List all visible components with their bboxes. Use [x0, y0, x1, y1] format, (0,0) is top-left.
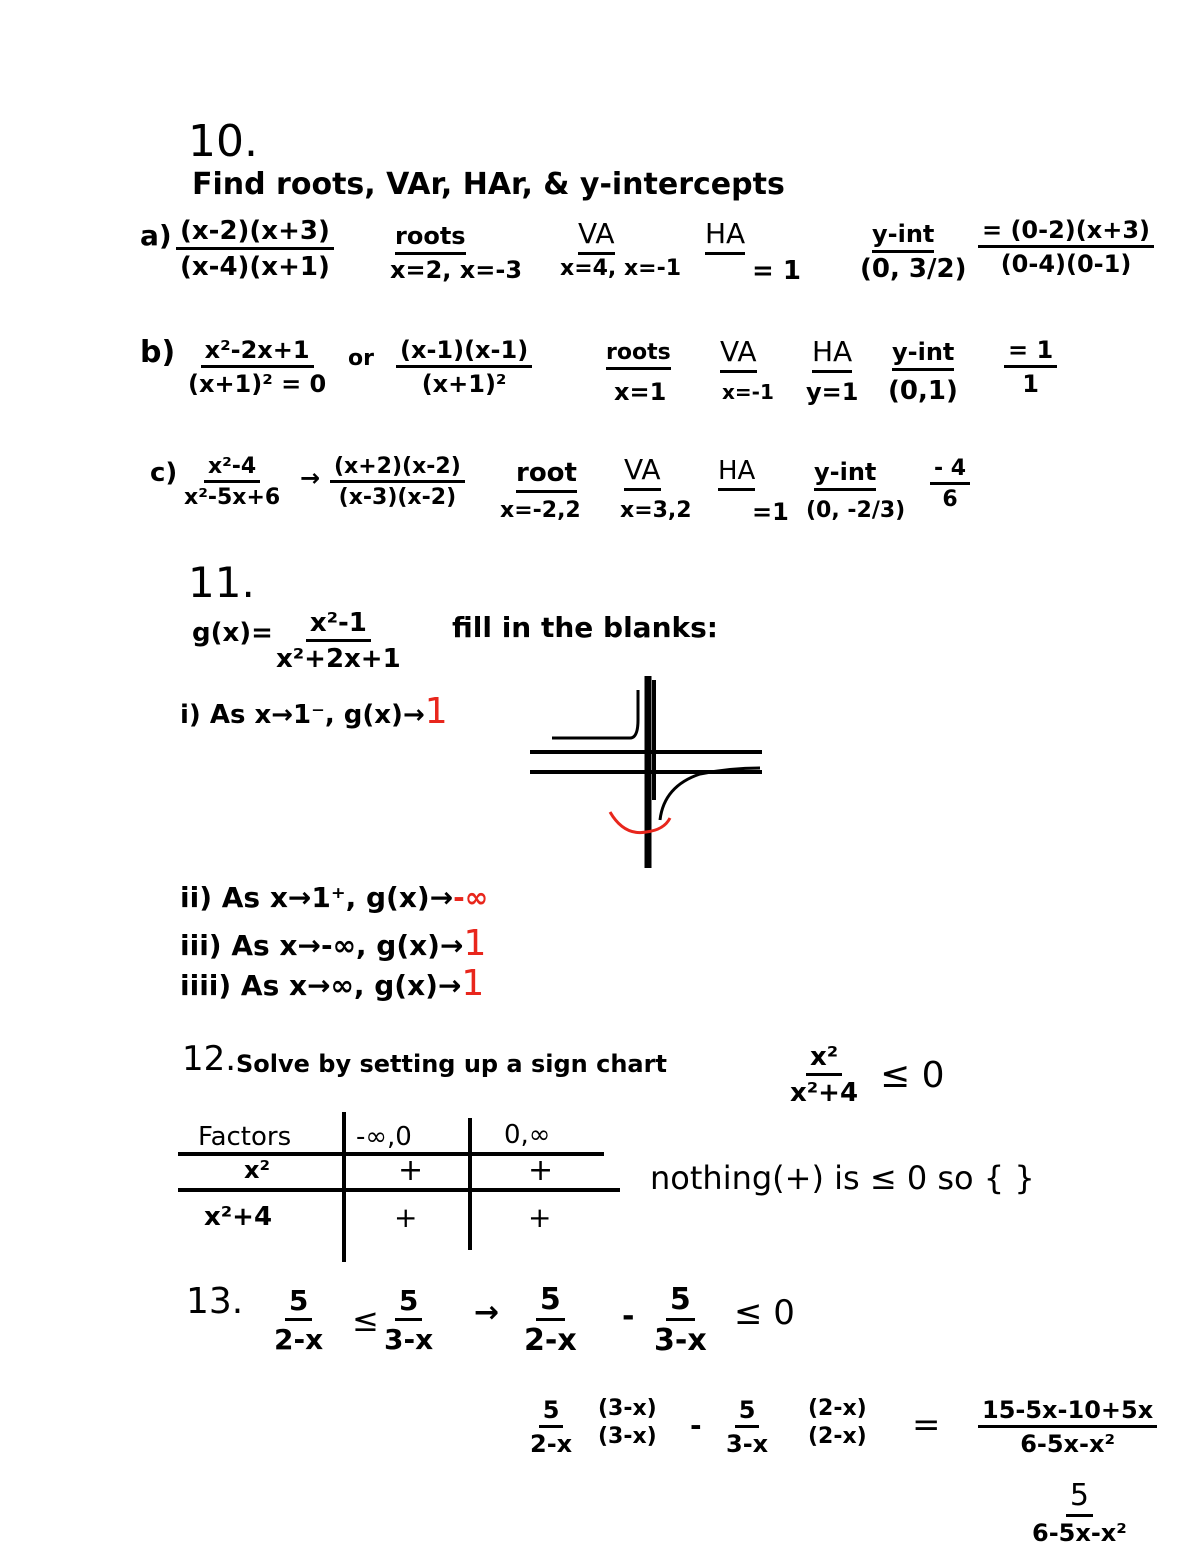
p11-part-i-answer: 1 — [424, 691, 448, 732]
p13-fraction-4 — [650, 1282, 711, 1358]
problem-13-number: 13. — [186, 1281, 244, 1322]
p11-g-denominator: x²+2x+1 — [276, 644, 401, 674]
p10b-roots-value: x=1 — [614, 378, 667, 406]
p13-fraction-3 — [520, 1282, 581, 1358]
p10a-roots-value: x=2, x=-3 — [390, 256, 523, 284]
p11-part-i-text: i) As x→1⁻, g(x)→ — [180, 700, 425, 730]
p10c-arrow: → — [300, 464, 321, 492]
p13-f1-numerator: 5 — [285, 1284, 312, 1321]
p10b-ha-value: y=1 — [806, 378, 859, 406]
p13-f3-denominator: 2-x — [524, 1323, 577, 1358]
p13-result-fraction — [978, 1396, 1157, 1458]
p13-rhs: ≤ 0 — [734, 1293, 795, 1333]
p13-f2-denominator: 3-x — [384, 1323, 434, 1356]
sign-chart-row1-factor: x² — [244, 1156, 270, 1184]
p10c-yint-value: (0, -2/3) — [806, 498, 906, 523]
p10b-yint-value: (0,1) — [888, 376, 958, 406]
p13-fraction-1 — [270, 1284, 327, 1356]
p13-arrow: → — [474, 1295, 500, 1330]
p13-final-denominator: 6-5x-x² — [1032, 1519, 1127, 1547]
sign-chart-row2-sign1: + — [394, 1201, 418, 1234]
p10c-yint-numerator: - 4 — [930, 456, 970, 485]
p11-part-ii-text: ii) As x→1⁺, g(x)→ — [180, 881, 454, 914]
p11-part-iiii-answer: 1 — [461, 963, 485, 1004]
p13-s1-numerator: 5 — [539, 1396, 564, 1428]
p13-f4-denominator: 3-x — [654, 1323, 707, 1358]
problem-11-number: 11. — [188, 558, 255, 607]
p10c-alt-numerator: (x+2)(x-2) — [330, 454, 465, 483]
p10c-roots-value: x=-2,2 — [500, 498, 581, 523]
p10c-yint-denominator: 6 — [942, 487, 958, 512]
p13-step-multiplier-1 — [594, 1396, 661, 1449]
p12-ineq-rhs: ≤ 0 — [880, 1055, 945, 1096]
p10c-label: c) — [150, 458, 178, 488]
p10b-alt-denominator: (x+1)² — [421, 370, 507, 398]
p11-instruction: fill in the blanks: — [452, 611, 718, 644]
p13-result-numerator: 15-5x-10+5x — [978, 1396, 1157, 1428]
p10c-ha-value: =1 — [752, 498, 789, 526]
sign-chart-header-interval-1: -∞,0 — [356, 1122, 412, 1152]
p10b-numerator: x²-2x+1 — [201, 336, 314, 368]
p13-step-minus: - — [690, 1409, 702, 1442]
p11-part-iii-answer: 1 — [463, 923, 487, 964]
p10c-va-value: x=3,2 — [620, 498, 692, 523]
p10b-yint-numerator: = 1 — [1004, 336, 1057, 368]
p10c-va-heading: VA — [624, 456, 661, 484]
p13-minus: - — [622, 1299, 635, 1334]
problem-10-prompt: Find roots, VAr, HAr, & y-intercepts — [192, 167, 785, 202]
p10b-denominator: (x+1)² = 0 — [188, 370, 327, 398]
p13-final-numerator: 5 — [1066, 1478, 1093, 1517]
p13-s2m-numerator: (2-x) — [808, 1396, 867, 1421]
p10a-ha-value: = 1 — [752, 256, 801, 286]
p10a-va-heading: VA — [578, 220, 615, 248]
p10a-roots-heading: roots — [395, 224, 466, 248]
p10b-ha-heading: HA — [812, 338, 852, 366]
p10c-yint-heading: y-int — [814, 460, 876, 484]
p10a-yint-heading: y-int — [872, 222, 934, 246]
p10c-ha-heading: HA — [718, 458, 755, 484]
sign-chart-row2-factor: x²+4 — [204, 1202, 273, 1232]
p11-part-iii-text: iii) As x→-∞, g(x)→ — [180, 929, 464, 962]
p10b-va-heading: VA — [720, 338, 757, 366]
p11-g-numerator: x²-1 — [306, 608, 371, 642]
p13-final-fraction — [1028, 1478, 1131, 1547]
p10a-yint-numerator: = (0-2)(x+3) — [978, 216, 1154, 248]
sign-chart-header-interval-2: 0,∞ — [504, 1120, 551, 1150]
p10a-ha-heading: HA — [705, 220, 745, 248]
p11-g-label: g(x)= — [192, 618, 273, 648]
sign-chart-row2-sign2: + — [528, 1201, 552, 1234]
p13-s2m-denominator: (2-x) — [808, 1424, 867, 1449]
p12-prompt: Solve by setting up a sign chart — [236, 1050, 667, 1078]
p13-step-multiplier-2 — [804, 1396, 871, 1449]
p13-s1-denominator: 2-x — [530, 1430, 573, 1458]
p10b-or: or — [348, 346, 374, 371]
p13-le-sign: ≤ — [352, 1301, 379, 1339]
p12-ineq-denominator: x²+4 — [790, 1078, 859, 1108]
p13-step-equals: = — [912, 1405, 941, 1445]
p11-part-iiii-text: iiii) As x→∞, g(x)→ — [180, 969, 462, 1002]
p13-result-denominator: 6-5x-x² — [1020, 1430, 1115, 1458]
p13-s2-numerator: 5 — [735, 1396, 760, 1428]
sign-chart-header-factors: Factors — [198, 1122, 292, 1152]
p13-f1-denominator: 2-x — [274, 1323, 324, 1356]
p10b-alt-numerator: (x-1)(x-1) — [396, 336, 532, 368]
sign-chart-row1-sign1: + — [398, 1153, 424, 1188]
p13-step-fraction-2 — [722, 1396, 772, 1458]
p10a-label: a) — [140, 219, 172, 252]
sign-chart-row1-sign2: + — [528, 1153, 554, 1188]
p13-step-fraction-1 — [526, 1396, 576, 1458]
p10a-yint-denominator: (0-4)(0-1) — [1000, 250, 1132, 278]
p10b-label: b) — [140, 335, 176, 370]
p12-conclusion: nothing(+) is ≤ 0 so { } — [650, 1159, 1035, 1197]
p13-fraction-2 — [380, 1284, 437, 1356]
p10c-alt-denominator: (x-3)(x-2) — [338, 485, 457, 510]
p10b-yint-denominator: 1 — [1022, 370, 1039, 398]
p13-f3-numerator: 5 — [536, 1282, 565, 1321]
p13-f4-numerator: 5 — [666, 1282, 695, 1321]
p10b-roots-heading: roots — [606, 342, 671, 364]
p13-s1m-denominator: (3-x) — [598, 1424, 657, 1449]
p10a-yint-value: (0, 3/2) — [860, 254, 967, 284]
problem-12-number: 12. — [182, 1039, 237, 1079]
p10b-yint-heading: y-int — [892, 340, 954, 364]
p10a-va-value: x=4, x=-1 — [560, 256, 682, 281]
p10c-denominator: x²-5x+6 — [184, 485, 281, 510]
p10c-numerator: x²-4 — [204, 454, 260, 483]
problem-10-number: 10. — [188, 116, 258, 167]
p12-ineq-numerator: x² — [806, 1042, 842, 1076]
p10a-numerator: (x-2)(x+3) — [176, 216, 334, 250]
p10a-denominator: (x-4)(x+1) — [180, 252, 330, 282]
p11-part-ii-answer: -∞ — [453, 881, 489, 914]
p13-f2-numerator: 5 — [395, 1284, 422, 1321]
p10c-roots-heading: root — [516, 460, 577, 486]
p10b-va-value: x=-1 — [722, 380, 774, 404]
p13-s2-denominator: 3-x — [726, 1430, 769, 1458]
p13-s1m-numerator: (3-x) — [598, 1396, 657, 1421]
